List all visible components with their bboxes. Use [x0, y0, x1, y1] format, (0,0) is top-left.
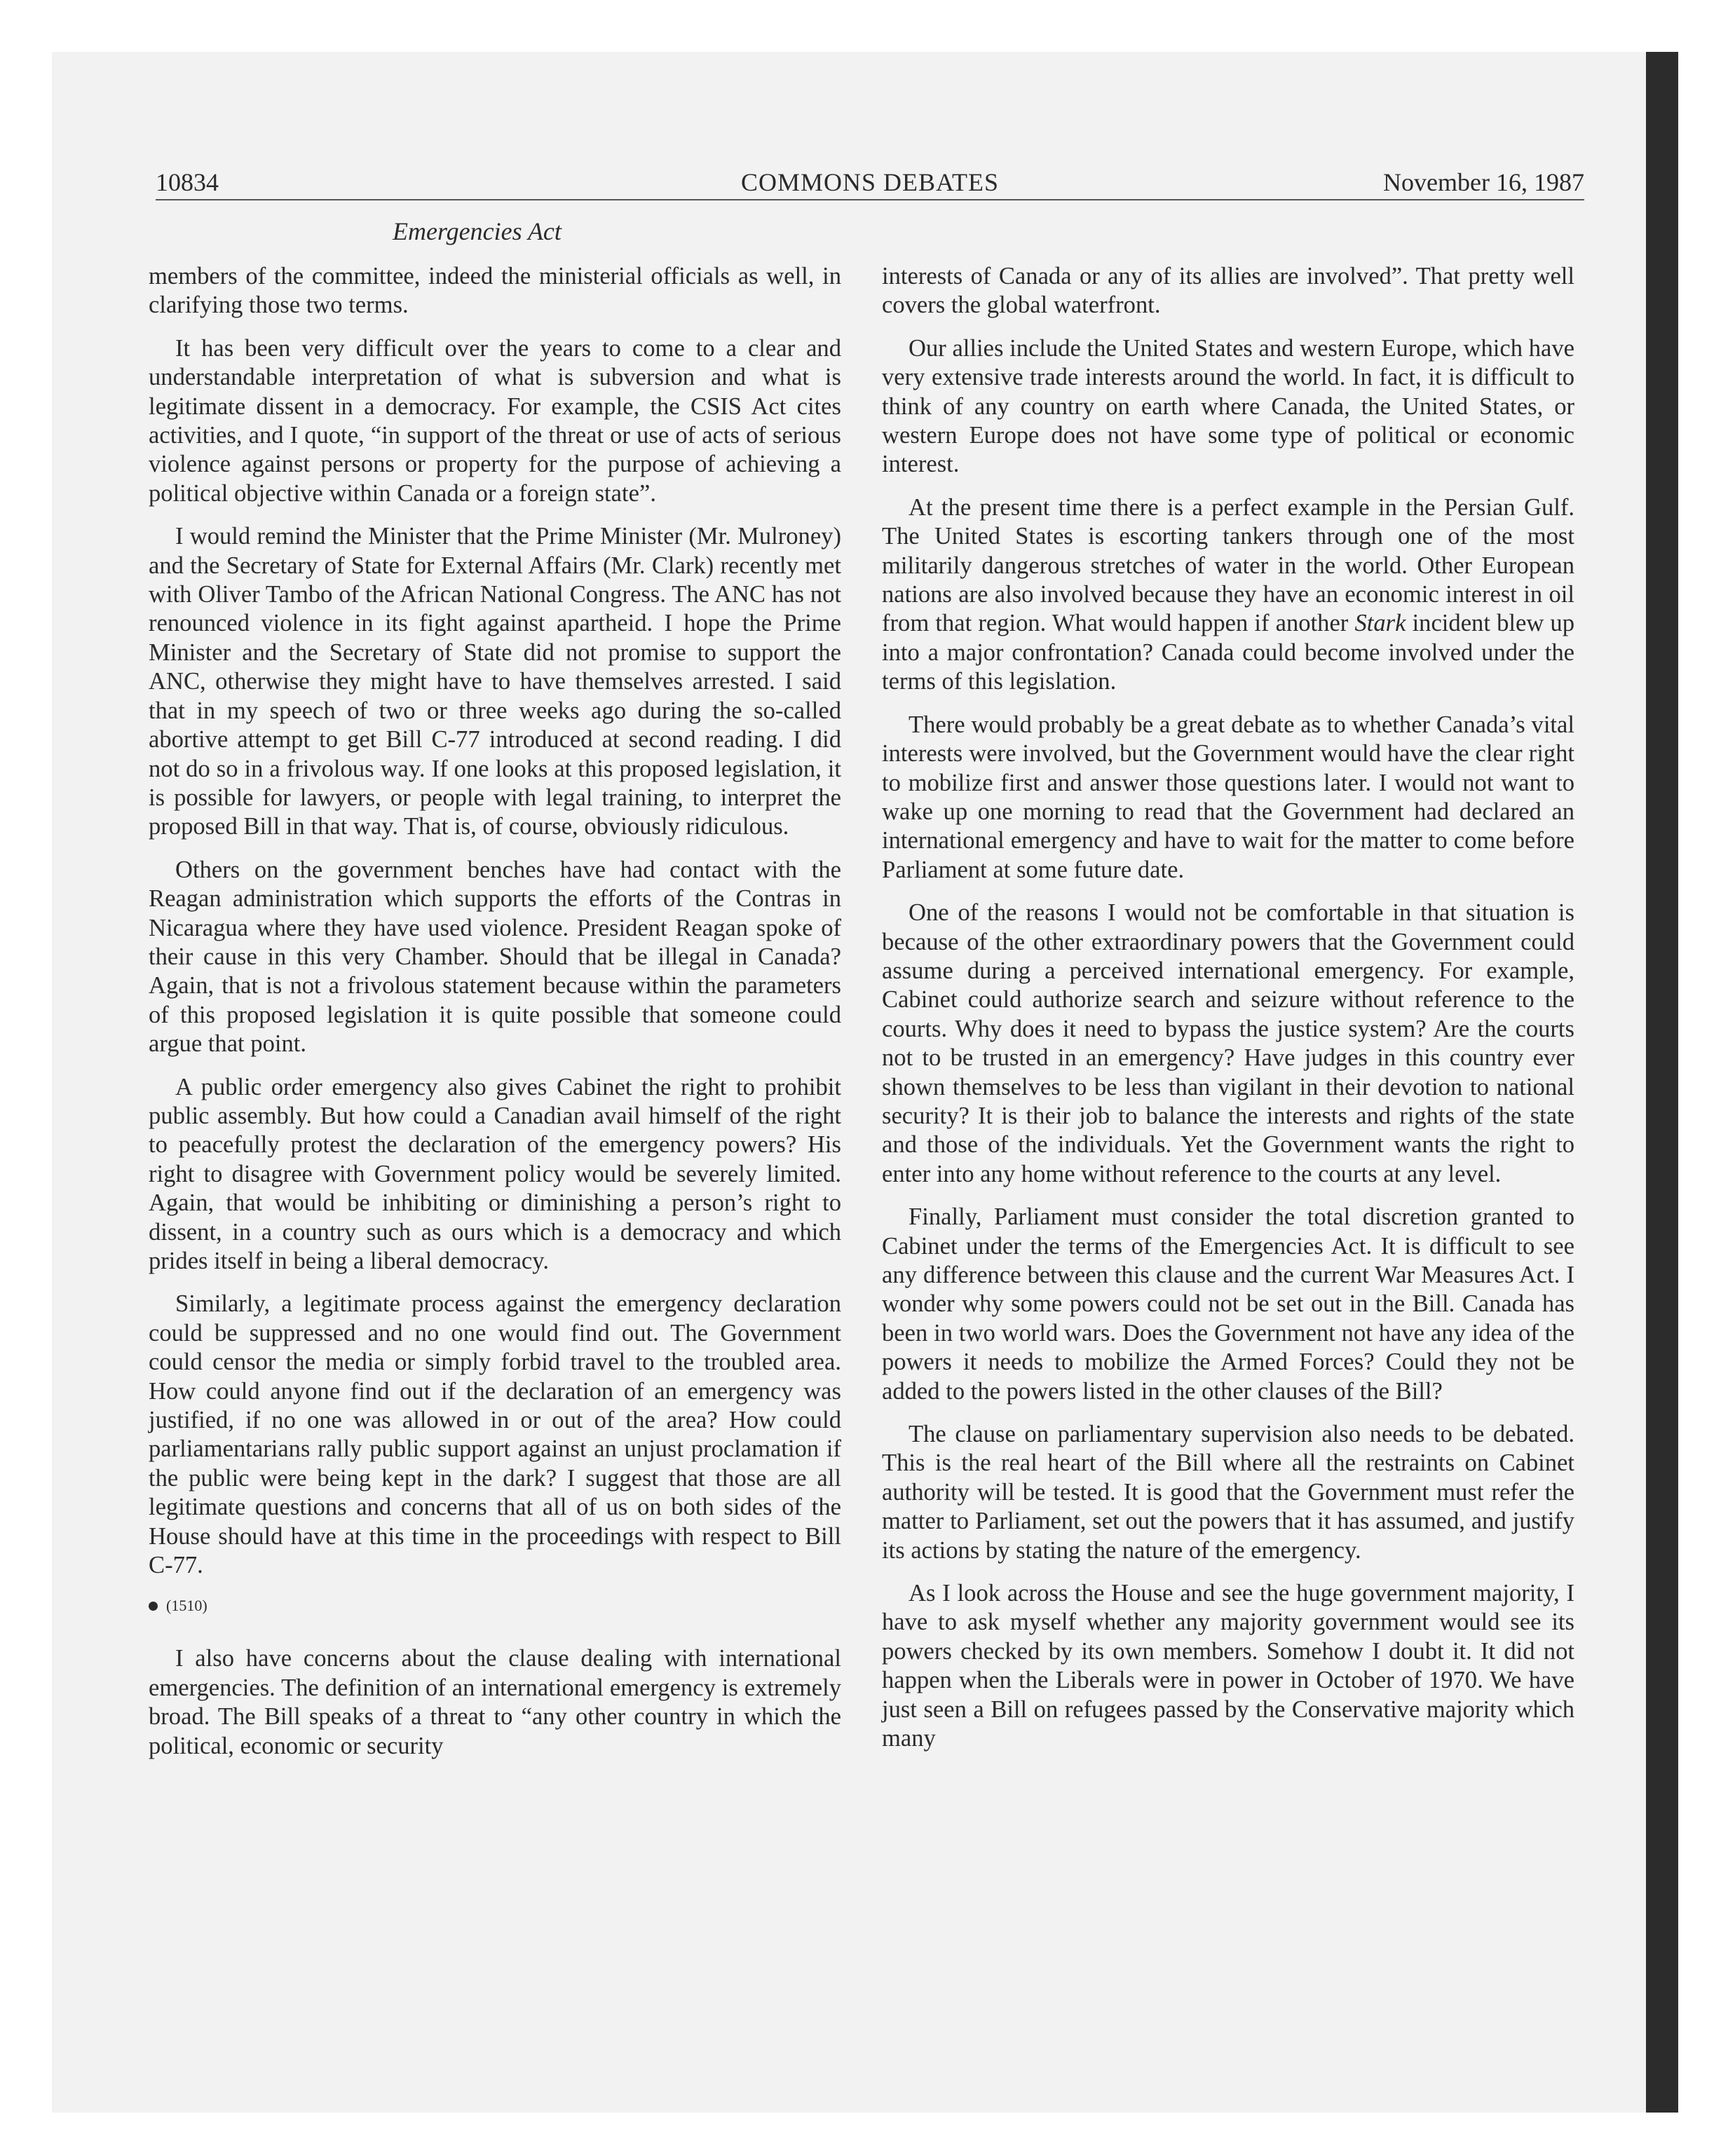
publication-date: November 16, 1987 — [1383, 168, 1584, 196]
paragraph — [882, 493, 1574, 697]
text-run: At the present time there is a perfect example in the Persian Gulf. The United States is escorting tankers through one of the most militarily dangerous stretches of water in the world. Other European nations are also involved because they have an economic interest in oil from that region. What would happen if another — [882, 493, 1574, 637]
time-marker — [149, 1595, 841, 1616]
paragraph: A public order emergency also gives Cabinet the right to prohibit public assembly. But how could a Canadian avail himself of the right to peacefully protest the declaration of the emergency powers? His right to disagree with Government policy would be severely limited. Again, that would be inhibiting or diminishing a person’s right to dissent, in a country such as ours which is a democracy and which prides itself in being a liberal democracy. — [149, 1073, 841, 1274]
paragraph: There would probably be a great debate as to whether Canada’s vital interests were involved, but the Government would have the clear right to mobilize first and answer those questions later. I would not want to wake up one morning to read that the Government had declared an international emergency and have to wait for the matter to come before Parliament at some future date. — [882, 711, 1574, 883]
paragraph: It has been very difficult over the years to come to a clear and understandable interpretation of what is subversion and what is legitimate dissent in a democracy. For example, the CSIS Act cites activities, and I quote, “in support of the threat or use of acts of serious violence against persons or property for the purpose of achieving a political objective within Canada or a foreign state”. — [149, 334, 841, 507]
paragraph: Similarly, a legitimate process against the emergency declaration could be suppressed and no one would find out. The Government could censor the media or simply forbid travel to the troubled area. How could anyone find out if the declaration of an emergency was justified, if no one was allowed in or out of the area? How could parliamentarians rally public support against an unjust proclamation if the public were being kept in the dark? I suggest that those are all legitimate questions and concerns that all of us on both sides of the House should have at this time in the proceedings with respect to Bill C-77. — [149, 1290, 841, 1579]
scan-edge-shadow — [1646, 52, 1678, 2113]
text-run: incident blew up into a major confrontation? Canada could become involved under the terms of this legislation. — [882, 610, 1574, 695]
paragraph: One of the reasons I would not be comfortable in that situation is because of the other extraordinary powers that the Government could assume during a perceived international emergency. For example, Cabinet could authorize search and seizure without reference to the courts. Why does it need to bypass the justice system? Are the courts not to be trusted in an emergency? Have judges in this country ever shown themselves to be less than vigilant in their devotion to national security? It is their job to balance the interests and rights of the state and those of the individuals. Yet the Government wants the right to enter into any home without reference to the courts at any level. — [882, 899, 1574, 1187]
paragraph: I also have concerns about the clause dealing with international emergencies. The definition of an international emergency is extremely broad. The Bill speaks of a threat to “any other country in which the political, economic or security — [149, 1645, 841, 1759]
paragraph: interests of Canada or any of its allies are involved”. That pretty well covers the global waterfront. — [882, 263, 1574, 319]
paragraph: Others on the government benches have had contact with the Reagan administration which supports the efforts of the Contras in Nicaragua where they have used violence. President Reagan spoke of their cause in this very Chamber. Should that be illegal in Canada? Again, that is not a frivolous statement because within the parameters of this proposed legislation it is quite possible that someone could argue that point. — [149, 856, 841, 1058]
page-number: 10834 — [156, 168, 219, 196]
running-head: Emergencies Act — [393, 217, 562, 245]
bullet-dot-icon — [149, 1602, 158, 1611]
paragraph: As I look across the House and see the huge government majority, I have to ask myself whether any majority government would see its powers checked by its own members. Somehow I doubt it. It did not happen when the Liberals were in power in October of 1970. We have just seen a Bill on refugees passed by the Conservative majority which many — [882, 1580, 1574, 1752]
paragraph: members of the committee, indeed the ministerial officials as well, in clarifying those two terms. — [149, 263, 841, 319]
page-header — [156, 165, 1584, 200]
time-marker-label: (1510) — [166, 1597, 207, 1615]
paragraph: The clause on parliamentary supervision also needs to be debated. This is the real heart of the Bill where all the restraints on Cabinet authority will be tested. It is good that the Government must refer the matter to Parliament, set out the powers that it has assumed, and justify its actions by stating the nature of the emergency. — [882, 1421, 1574, 1564]
right-column — [882, 262, 1574, 1768]
left-column — [149, 262, 841, 1775]
paragraph: Finally, Parliament must consider the total discretion granted to Cabinet under the terms of the Emergencies Act. It is difficult to see any difference between this clause and the current War Measures Act. I wonder why some powers could not be set out in the Bill. Canada has been in two world wars. Does the Government not have any idea of the powers it needs to mobilize the Armed Forces? Could they not be added to the powers listed in the other clauses of the Bill? — [882, 1203, 1574, 1405]
ship-name-italic: Stark — [1354, 610, 1406, 637]
publication-title: COMMONS DEBATES — [740, 168, 1000, 196]
paragraph: I would remind the Minister that the Prime Minister (Mr. Mulroney) and the Secretary of State for External Affairs (Mr. Clark) recently met with Oliver Tambo of the African National Congress. The ANC has not renounced violence in its fight against apartheid. I hope the Prime Minister and the Secretary of State did not promise to support the ANC, otherwise they might have to have themselves arrested. I said that in my speech of two or three weeks ago during the so-called abortive attempt to get Bill C-77 introduced at second reading. I did not do so in a frivolous way. If one looks at this proposed legislation, it is possible for lawyers, or people with legal training, to interpret the proposed Bill in that way. That is, of course, obviously ridiculous. — [149, 523, 841, 840]
paragraph: Our allies include the United States and western Europe, which have very extensive trade interests around the world. In fact, it is difficult to think of any country on earth where Canada, the United States, or western Europe does not have some type of political or economic interest. — [882, 334, 1574, 478]
